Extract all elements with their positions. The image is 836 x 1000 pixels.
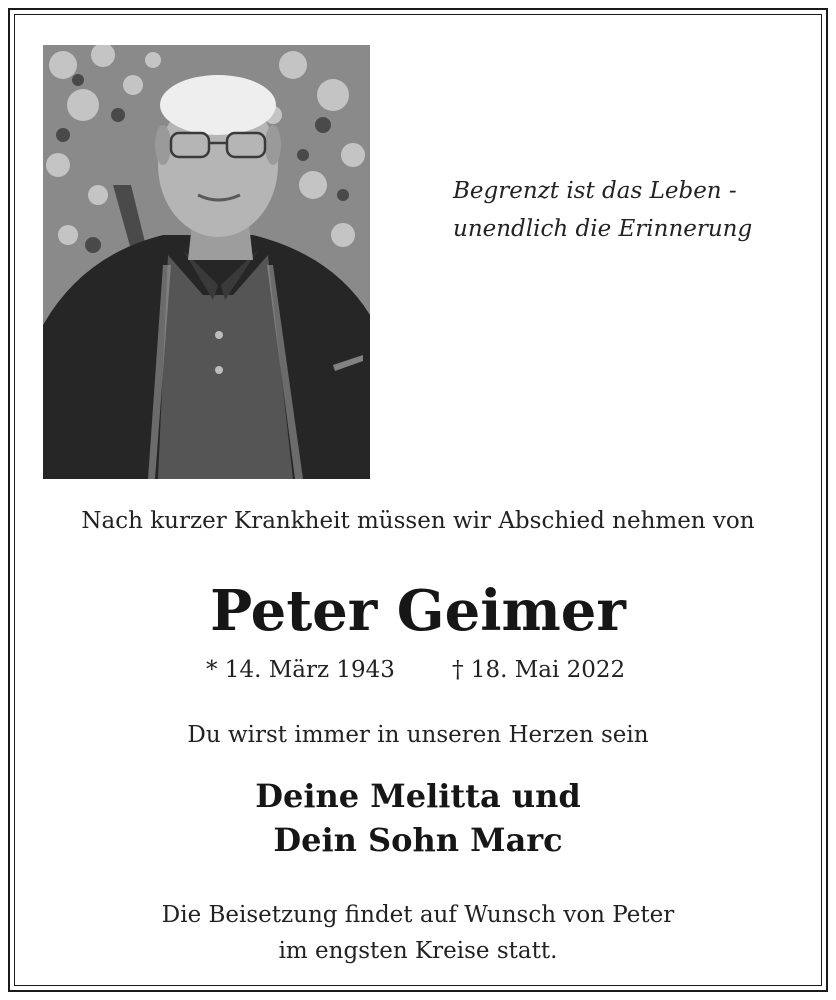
death-date: † 18. Mai 2022 bbox=[452, 657, 626, 683]
motto-line-2: unendlich die Erinnerung bbox=[453, 216, 753, 242]
remembrance-sentence: Du wirst immer in unseren Herzen sein bbox=[187, 722, 649, 748]
burial-notice bbox=[0, 897, 836, 969]
portrait-photo bbox=[43, 45, 370, 479]
signers bbox=[0, 774, 836, 862]
birth-date: * 14. März 1943 bbox=[206, 657, 395, 683]
motto-line-1: Begrenzt ist das Leben - bbox=[453, 178, 737, 204]
signer-line-1: Deine Melitta und bbox=[255, 777, 581, 815]
intro-text: Nach kurzer Krankheit müssen wir Abschied nehmen von bbox=[81, 508, 755, 534]
notice-line-2: im engsten Kreise statt. bbox=[278, 938, 558, 964]
signer-line-2: Dein Sohn Marc bbox=[273, 821, 563, 859]
motto bbox=[453, 172, 813, 248]
notice-line-1: Die Beisetzung findet auf Wunsch von Peter bbox=[161, 902, 675, 928]
deceased-name: Peter Geimer bbox=[210, 578, 626, 644]
